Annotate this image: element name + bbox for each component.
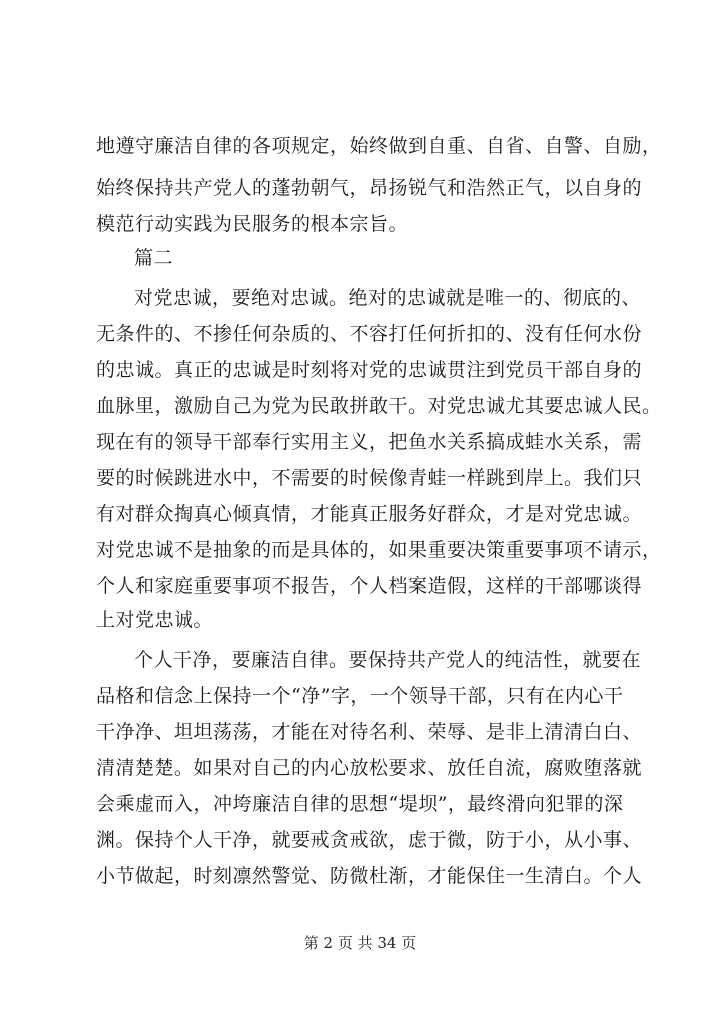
text-line: 品格和信念上保持一个“净”字，一个领导干部，只有在内心干 (96, 685, 624, 707)
section-heading: 篇二 (134, 247, 174, 269)
text-line: 上对党忠诚。 (96, 609, 214, 631)
text-line: 的忠诚。真正的忠诚是时刻将对党的忠诚贯注到党员干部自身的 (96, 359, 643, 381)
text-line: 干净净、坦坦荡荡，才能在对待名利、荣辱、是非上清清白白、 (96, 721, 643, 743)
text-line: 渊。保持个人干净，就要戒贪戒欲，虑于微，防于小，从小事、 (96, 829, 643, 851)
text-line: 个人干净，要廉洁自律。要保持共产党人的纯洁性，就要在 (134, 649, 642, 671)
text-line: 清清楚楚。如果对自己的内心放松要求、放任自流，腐败堕落就 (96, 757, 643, 779)
text-line: 有对群众掏真心倾真情，才能真正服务好群众，才是对党忠诚。 (96, 503, 643, 525)
text-line: 始终保持共产党人的蓬勃朝气，昂扬锐气和浩然正气，以自身的 (96, 177, 643, 199)
text-line: 要的时候跳进水中，不需要的时候像青蛙一样跳到岸上。我们只 (96, 467, 643, 489)
text-line: 个人和家庭重要事项不报告，个人档案造假，这样的干部哪谈得 (96, 575, 643, 597)
text-line: 会乘虚而入，冲垮廉洁自律的思想“堤坝”，最终滑向犯罪的深 (96, 793, 624, 815)
text-line: 无条件的、不掺任何杂质的、不容打任何折扣的、没有任何水份 (96, 323, 643, 345)
page-number: 第 2 页 共 34 页 (303, 934, 417, 952)
text-line: 小节做起，时刻凛然警觉、防微杜渐，才能保住一生清白。个人 (96, 865, 643, 887)
text-line: 血脉里，激励自己为党为民敢拼敢干。对党忠诚尤其要忠诚人民。 (96, 395, 662, 417)
text-line: 对党忠诚不是抽象的而是具体的，如果重要决策重要事项不请示， (96, 539, 662, 561)
text-line: 模范行动实践为民服务的根本宗旨。 (96, 213, 409, 235)
text-line: 地遵守廉洁自律的各项规定，始终做到自重、自省、自警、自励， (96, 135, 662, 157)
text-line: 现在有的领导干部奉行实用主义，把鱼水关系搞成蛙水关系，需 (96, 431, 643, 453)
text-line: 对党忠诚，要绝对忠诚。绝对的忠诚就是唯一的、彻底的、 (134, 287, 642, 309)
